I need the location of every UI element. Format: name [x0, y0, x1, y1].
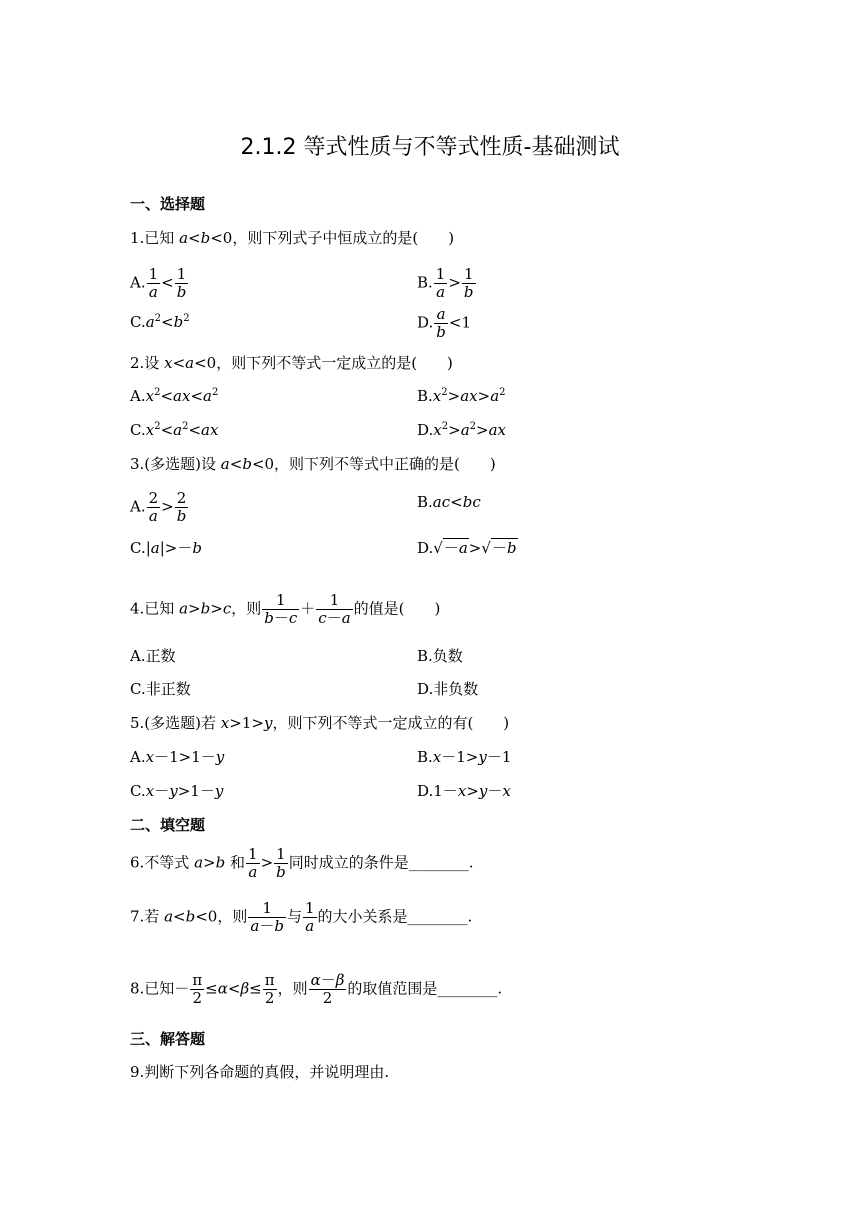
q1-option-c: $C.a^2<b^2$ [130, 313, 190, 331]
q5-option-d: D.1－x>y－x [417, 782, 511, 800]
q4-option-a: A.正数 [130, 647, 176, 665]
q3-option-d: D.√－a>√－b [417, 539, 517, 557]
section-fill-blank: 二、填空题 [130, 816, 206, 834]
section-solution: 三、解答题 [130, 1030, 206, 1048]
question-1: 1.已知 a<b<0，则下列式子中恒成立的是( ) [130, 229, 455, 247]
question-6: 6.不等式 a>b 和 $\frac{1}{a}$ > $\frac{1}{b}$ 同时成立的条件是________. [130, 845, 474, 881]
q2-option-b: $B.x^2>ax>a^2$ [417, 387, 506, 405]
q3-option-b: B.ac<bc [417, 493, 481, 511]
q1-option-d: D. $\frac{a}{b}$ <1 [417, 305, 471, 341]
q3-option-a: A. $\frac{2}{a}$ > $\frac{2}{b}$ [130, 489, 187, 525]
question-4: 4.已知 a>b>c，则 $\frac{1}{b-c}$ ＋ $\frac{1}{c-a}$ 的值是( ) [130, 591, 441, 627]
page-title: 2.1.2 等式性质与不等式性质-基础测试 [240, 135, 620, 160]
q5-option-a: A.x－1>1－y [130, 748, 225, 766]
q2-option-c: $C.x^2<a^2<ax$ [130, 421, 219, 439]
q1-option-b: B. $\frac{1}{a}$ > $\frac{1}{b}$ [417, 265, 474, 301]
q5-option-b: B.x－1>y－1 [417, 748, 512, 766]
section-choice: 一、选择题 [130, 195, 206, 213]
question-3: 3.(多选题)设 a<b<0，则下列不等式中正确的是( ) [130, 455, 496, 473]
q3-option-c: C.|a|>－b [130, 539, 202, 557]
q4-option-b: B.负数 [417, 647, 463, 665]
q2-option-a: $A.x^2<ax<a^2$ [130, 387, 219, 405]
q5-option-c: C.x－y>1－y [130, 782, 224, 800]
question-8: 8.已知－ $\frac{\pi}{2}$ ≤α<β≤ $\frac{\pi}{2}$ ，则 $\frac{\alpha-\beta}{2}$ 的取值范围是________. [130, 971, 503, 1007]
question-2: 2.设 x<a<0，则下列不等式一定成立的是( ) [130, 354, 453, 372]
question-9: 9.判断下列各命题的真假，并说明理由. [130, 1063, 390, 1081]
q1-option-a: A. $\frac{1}{a}$ < $\frac{1}{b}$ [130, 265, 187, 301]
q4-option-d: D.非负数 [417, 680, 479, 698]
question-5: 5.(多选题)若 x>1>y，则下列不等式一定成立的有( ) [130, 714, 510, 732]
q4-option-c: C.非正数 [130, 680, 191, 698]
q2-option-d: $D.x^2>a^2>ax$ [417, 421, 506, 439]
question-7: 7.若 a<b<0，则 $\frac{1}{a-b}$ 与 $\frac{1}{a}$ 的大小关系是________. [130, 899, 473, 935]
